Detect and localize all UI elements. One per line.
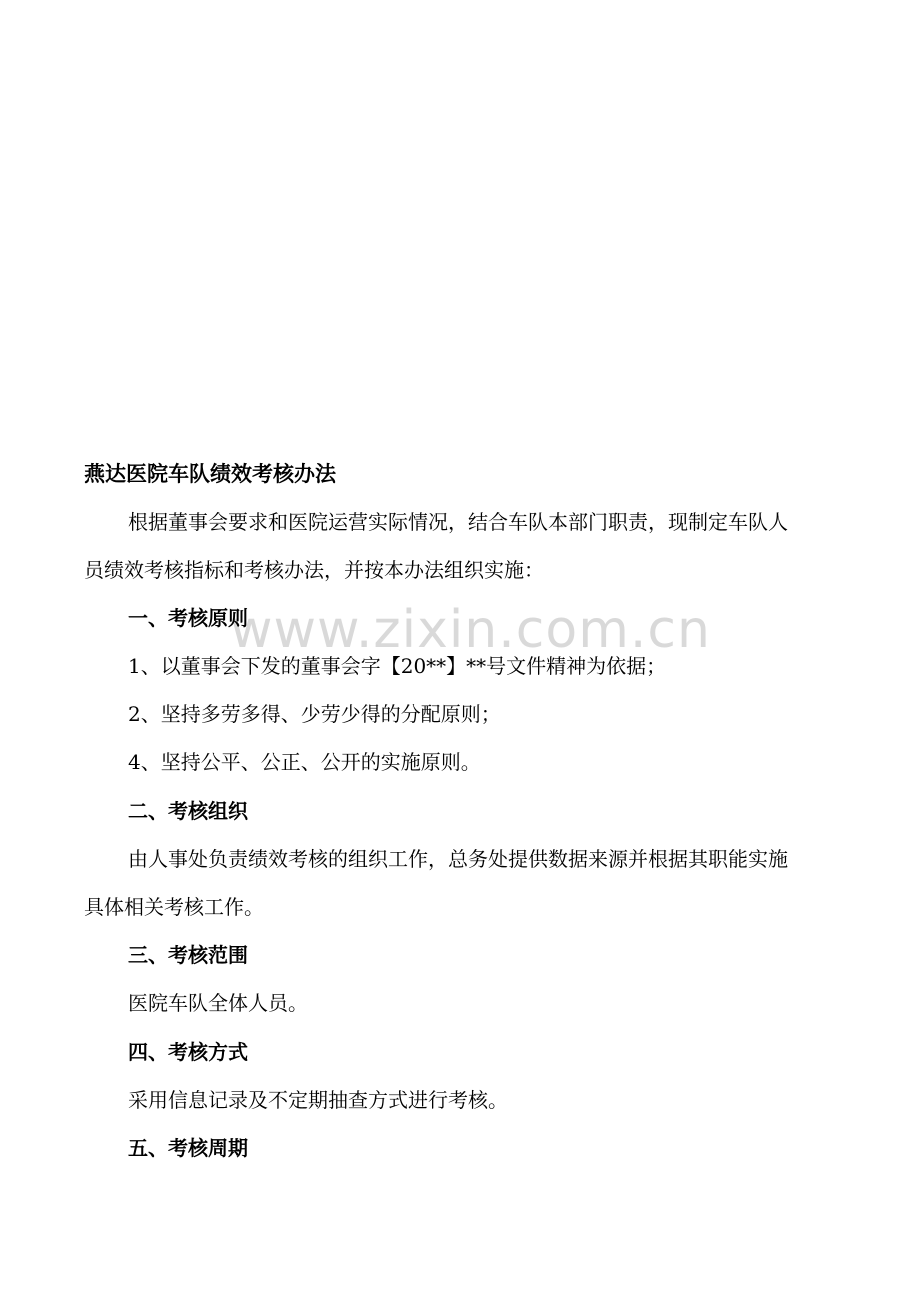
section-2-line-2: 具体相关考核工作。: [84, 895, 264, 919]
document-title: 燕达医院车队绩效考核办法: [84, 462, 336, 486]
section-1-item-3: 4、坚持公平、公正、公开的实施原则。: [128, 750, 481, 774]
section-3-heading: 三、考核范围: [128, 943, 248, 967]
intro-line-1: 根据董事会要求和医院运营实际情况，结合车队本部门职责，现制定车队人: [128, 510, 788, 534]
section-2-line-1: 由人事处负责绩效考核的组织工作，总务处提供数据来源并根据其职能实施: [128, 847, 788, 871]
section-4-body: 采用信息记录及不定期抽查方式进行考核。: [128, 1088, 508, 1112]
intro-line-2: 员绩效考核指标和考核办法，并按本办法组织实施：: [84, 558, 544, 582]
section-2-heading: 二、考核组织: [128, 799, 248, 823]
section-4-heading: 四、考核方式: [128, 1040, 248, 1064]
section-1-item-1: 1、以董事会下发的董事会字【20**】**号文件精神为依据；: [128, 654, 667, 678]
section-3-body: 医院车队全体人员。: [128, 991, 308, 1015]
section-5-heading: 五、考核周期: [128, 1136, 248, 1160]
section-1-item-2: 2、坚持多劳多得、少劳少得的分配原则；: [128, 702, 501, 726]
section-1-heading: 一、考核原则: [128, 606, 248, 630]
watermark: www.zixin.com.cn: [230, 600, 711, 660]
